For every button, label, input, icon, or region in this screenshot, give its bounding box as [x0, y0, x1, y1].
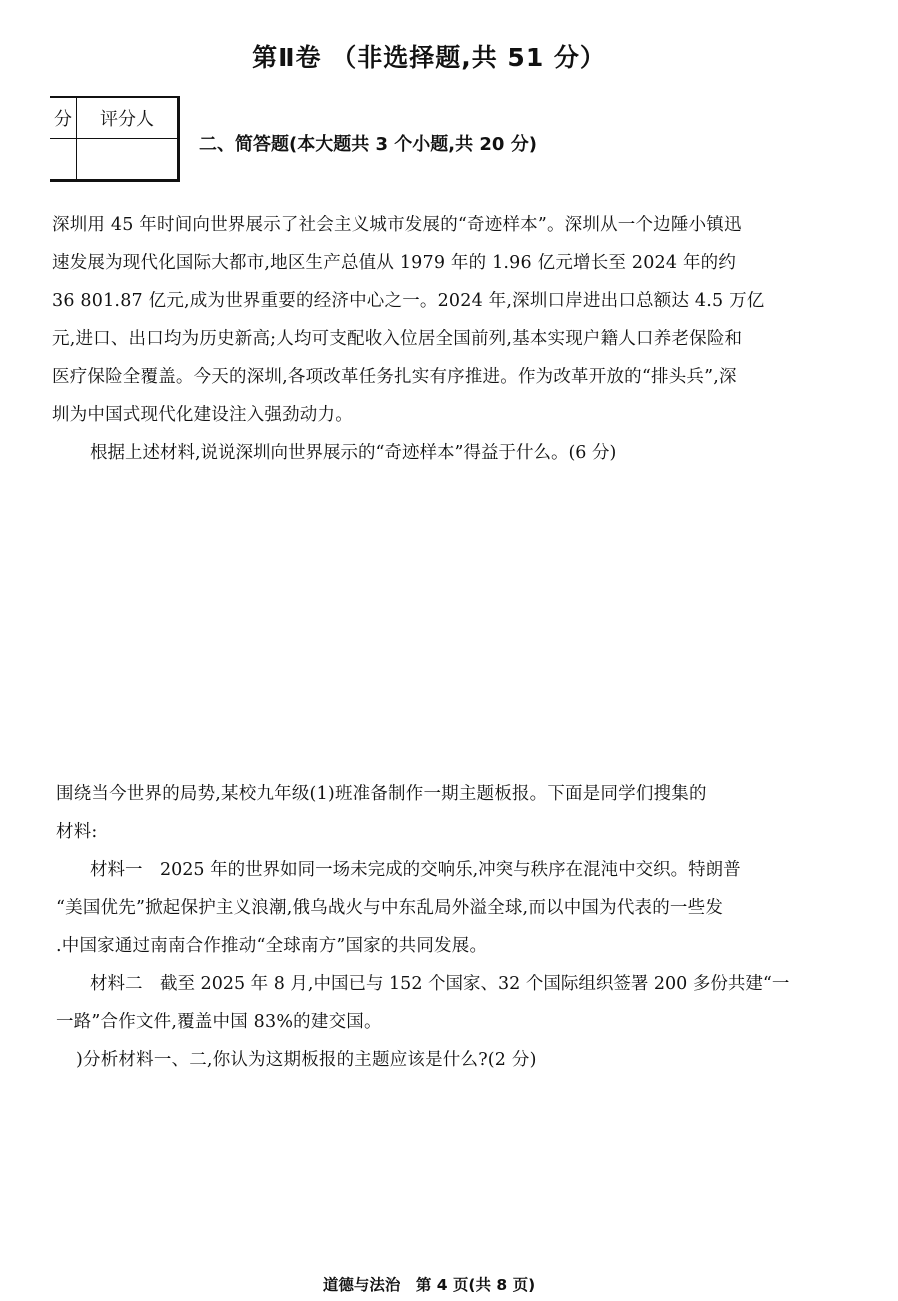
part-title: 二、简答题(本大题共 3 个小题,共 20 分): [199, 134, 537, 155]
passage2-intro-line: 围绕当今世界的局势,某校九年级(1)班准备制作一期主题板报。下面是同学们搜集的: [56, 784, 707, 804]
passage1-line: 深圳用 45 年时间向世界展示了社会主义城市发展的“奇迹样本”。深圳从一个边陲小镇迅: [52, 215, 742, 235]
material1-line: .中国家通过南南合作推动“全球南方”国家的共同发展。: [56, 936, 488, 956]
grader-column-header: 评分人: [77, 97, 179, 139]
answer-area-1[interactable]: [52, 480, 842, 770]
passage2-intro-line: 材料:: [56, 822, 98, 842]
material1-line: “美国优先”掀起保护主义浪潮,俄乌战火与中东乱局外溢全球,而以中国为代表的一些发: [56, 898, 724, 918]
passage1-line: 速发展为现代化国际大都市,地区生产总值从 1979 年的 1.96 亿元增长至 2024 年的约: [52, 253, 737, 273]
passage1-line: 元,进口、出口均为历史新高;人均可支配收入位居全国前列,基本实现户籍人口养老保险和: [52, 329, 743, 349]
question-1: 根据上述材料,说说深圳向世界展示的“奇迹样本”得益于什么。(6 分): [90, 443, 617, 463]
score-table: [50, 96, 180, 182]
material2-line: 一路”合作文件,覆盖中国 83%的建交国。: [56, 1012, 382, 1032]
grader-cell[interactable]: [77, 139, 179, 181]
material2-line: 材料二 截至 2025 年 8 月,中国已与 152 个国家、32 个国际组织签署 200 多份共建“一: [90, 974, 790, 994]
answer-area-2[interactable]: [52, 1090, 842, 1260]
score-cell[interactable]: [50, 139, 77, 181]
passage1-line: 36 801.87 亿元,成为世界重要的经济中心之一。2024 年,深圳口岸进出口总额达 4.5 万亿: [52, 291, 765, 311]
passage1-line: 圳为中国式现代化建设注入强劲动力。: [52, 405, 353, 425]
passage1-line: 医疗保险全覆盖。今天的深圳,各项改革任务扎实有序推进。作为改革开放的“排头兵”,深: [52, 367, 737, 387]
material1-line: 材料一 2025 年的世界如同一场未完成的交响乐,冲突与秩序在混沌中交织。特朗普: [90, 860, 741, 880]
question-2: )分析材料一、二,你认为这期板报的主题应该是什么?(2 分): [76, 1050, 537, 1070]
score-column-header: 分: [50, 97, 77, 139]
section-title: 第Ⅱ卷 （非选择题,共 51 分）: [252, 43, 606, 72]
page-footer: 道德与法治 第 4 页(共 8 页): [322, 1276, 536, 1294]
